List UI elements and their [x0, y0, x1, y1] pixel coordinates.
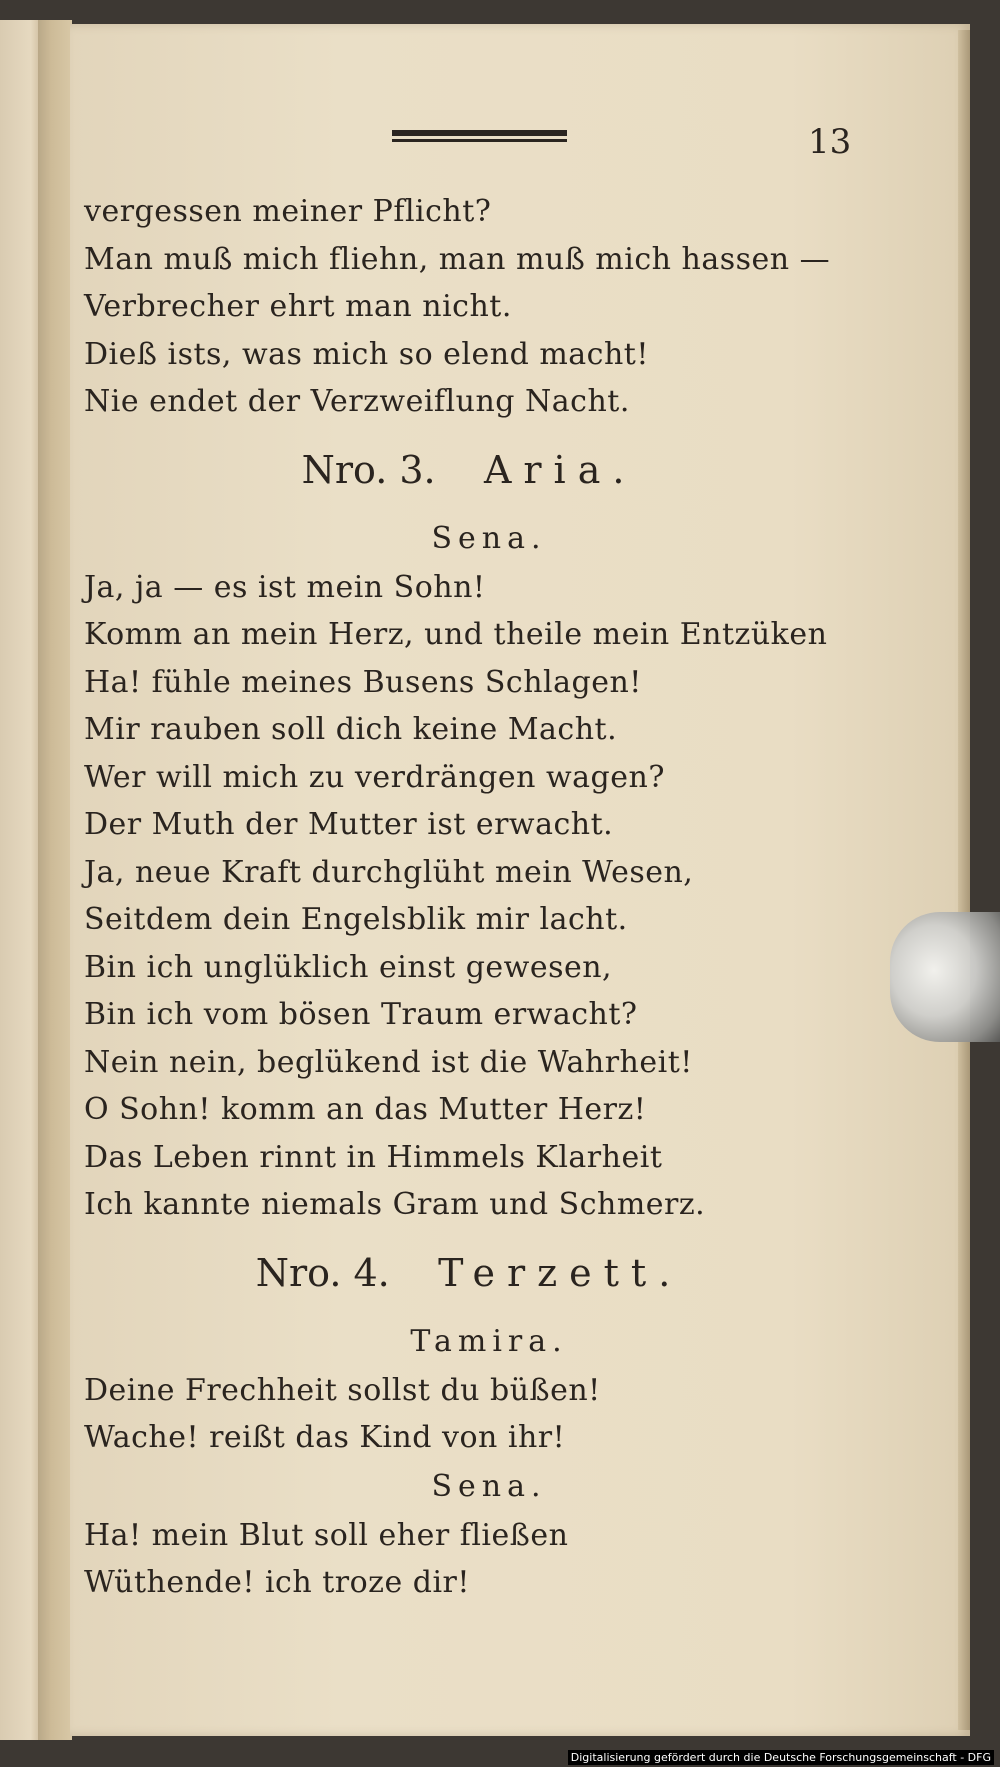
header-rule: [392, 128, 567, 146]
text-line: Verbrecher ehrt man nicht.: [84, 289, 512, 324]
text-line: Ha! fühle meines Busens Schlagen!: [84, 664, 642, 700]
page-number: 13: [808, 122, 852, 162]
text-line: Ich kannte niemals Gram und Schmerz.: [84, 1187, 706, 1222]
speaker-name: Tamira.: [410, 1323, 568, 1359]
text-line: Bin ich vom bösen Traum erwacht?: [84, 997, 638, 1032]
header-rule-thin: [392, 139, 567, 142]
section-number: Nro. 4.: [255, 1250, 390, 1295]
section-heading-4: [84, 1229, 844, 1317]
text-line: Man muß mich fliehn, man muß mich hassen —: [84, 241, 831, 277]
text-line: vergessen meiner Pflicht?: [84, 194, 492, 229]
section-heading-3: [84, 426, 844, 514]
text-line: Wer will mich zu verdrängen wagen?: [84, 759, 665, 795]
text-line: Seitdem dein Engelsblik mir lacht.: [84, 902, 628, 937]
text-line: Ja, ja — es ist mein Sohn!: [84, 569, 486, 605]
section-title: Terzett.: [438, 1250, 683, 1295]
text-line: O Sohn! komm an das Mutter Herz!: [84, 1092, 647, 1127]
section-number: Nro. 3.: [301, 447, 436, 492]
text-block: [84, 188, 844, 1607]
text-line: Komm an mein Herz, und theile mein Entzüken: [84, 617, 828, 652]
text-line: Dieß ists, was mich so elend macht!: [84, 336, 649, 372]
text-line: Der Muth der Mutter ist erwacht.: [84, 807, 614, 842]
text-line: Bin ich unglüklich einst gewesen,: [84, 949, 613, 985]
text-line: Deine Frechheit sollst du büßen!: [84, 1372, 601, 1408]
text-line: Wüthende! ich troze dir!: [84, 1565, 470, 1600]
text-line: Nie endet der Verzweiflung Nacht.: [84, 384, 630, 419]
text-line: Ha! mein Blut soll eher fließen: [84, 1517, 569, 1553]
text-line: Nein nein, beglükend ist die Wahrheit!: [84, 1044, 693, 1080]
page-clip: [890, 912, 1000, 1042]
header-rule-thick: [392, 130, 567, 136]
digitization-credit: Digitalisierung gefördert durch die Deutsche Forschungsgemeinschaft - DFG: [568, 1750, 994, 1765]
book-gutter: [38, 20, 72, 1740]
text-line: Mir rauben soll dich keine Macht.: [84, 712, 618, 747]
speaker-name: Sena.: [431, 520, 547, 556]
text-line: Das Leben rinnt in Himmels Klarheit: [84, 1139, 663, 1175]
speaker-name: Sena.: [431, 1468, 547, 1504]
section-title: Aria.: [483, 447, 637, 492]
page-edge: [958, 30, 970, 1730]
text-line: Ja, neue Kraft durchglüht mein Wesen,: [84, 854, 694, 890]
text-line: Wache! reißt das Kind von ihr!: [84, 1420, 566, 1455]
